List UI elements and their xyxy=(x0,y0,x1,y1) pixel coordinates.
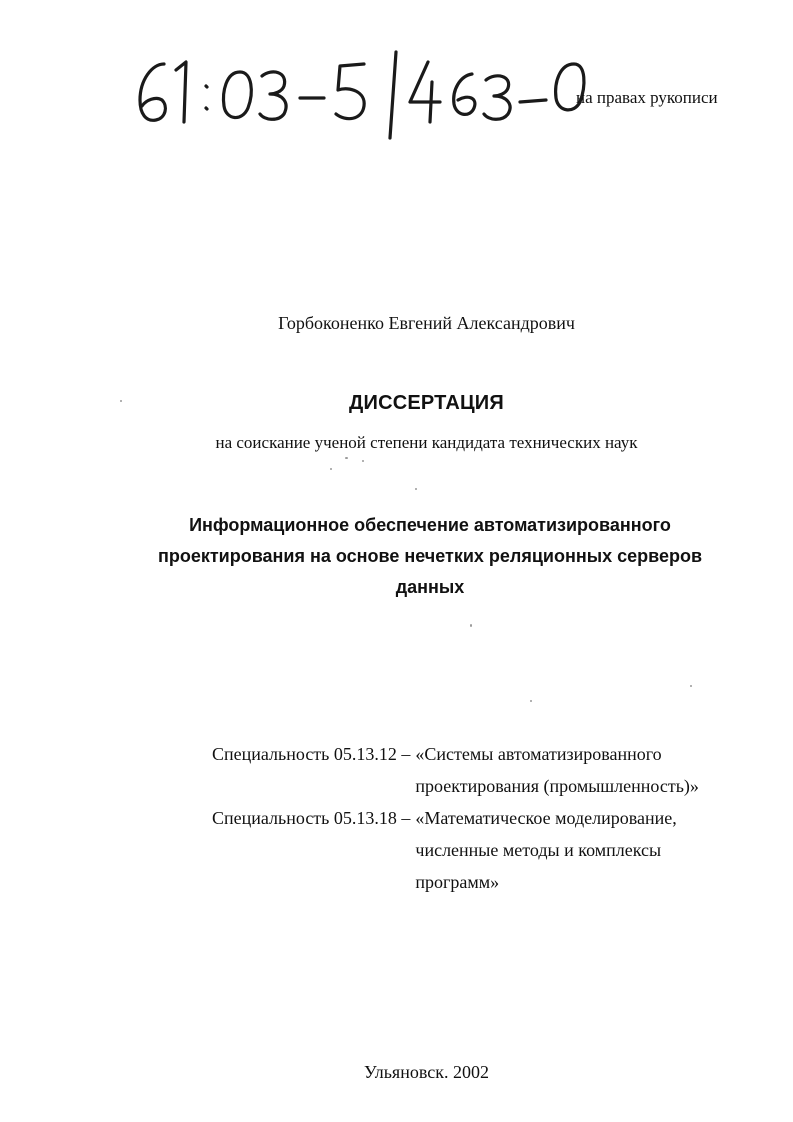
degree-text: на соискание ученой степени кандидата технических наук xyxy=(215,433,638,452)
rights-note: на правах рукописи xyxy=(576,88,718,107)
scan-speck xyxy=(345,457,348,459)
specialty-item xyxy=(212,738,752,802)
document-type-text: ДИССЕРТАЦИЯ xyxy=(349,392,504,414)
specialty-line: «Математическое моделирование, xyxy=(415,808,677,828)
handwritten-catalog-number xyxy=(128,42,608,142)
specialties-block xyxy=(212,738,752,898)
scan-speck xyxy=(330,468,332,470)
author-name xyxy=(0,313,793,334)
specialty-description xyxy=(415,802,705,898)
scan-speck xyxy=(470,624,472,627)
specialty-description xyxy=(415,738,705,802)
specialty-item xyxy=(212,802,752,898)
title-line: Информационное обеспечение автоматизированного xyxy=(189,515,671,535)
document-type xyxy=(0,392,793,415)
title-line: данных xyxy=(395,577,465,597)
scan-speck xyxy=(362,460,364,462)
scan-speck xyxy=(530,700,532,702)
scan-speck xyxy=(120,400,122,402)
scan-speck xyxy=(690,685,692,687)
handwritten-number-drawing xyxy=(128,42,608,142)
specialty-line: программ» xyxy=(415,872,500,892)
city-year xyxy=(0,1062,793,1083)
specialty-label: Специальность 05.13.12 – xyxy=(212,744,411,764)
title-line: проектирования на основе нечетких реляционных серверов xyxy=(157,546,703,566)
dissertation-title xyxy=(110,510,750,603)
city-year-text: Ульяновск. 2002 xyxy=(364,1062,489,1082)
scan-speck xyxy=(415,488,417,490)
specialty-label: Специальность 05.13.18 – xyxy=(212,808,411,828)
degree-line xyxy=(0,433,793,453)
author-name-text: Горбоконенко Евгений Александрович xyxy=(278,313,575,333)
specialty-line: проектирования (промышленность)» xyxy=(415,776,699,796)
specialty-line: численные методы и комплексы xyxy=(415,840,662,860)
specialty-line: «Системы автоматизированного xyxy=(415,744,662,764)
